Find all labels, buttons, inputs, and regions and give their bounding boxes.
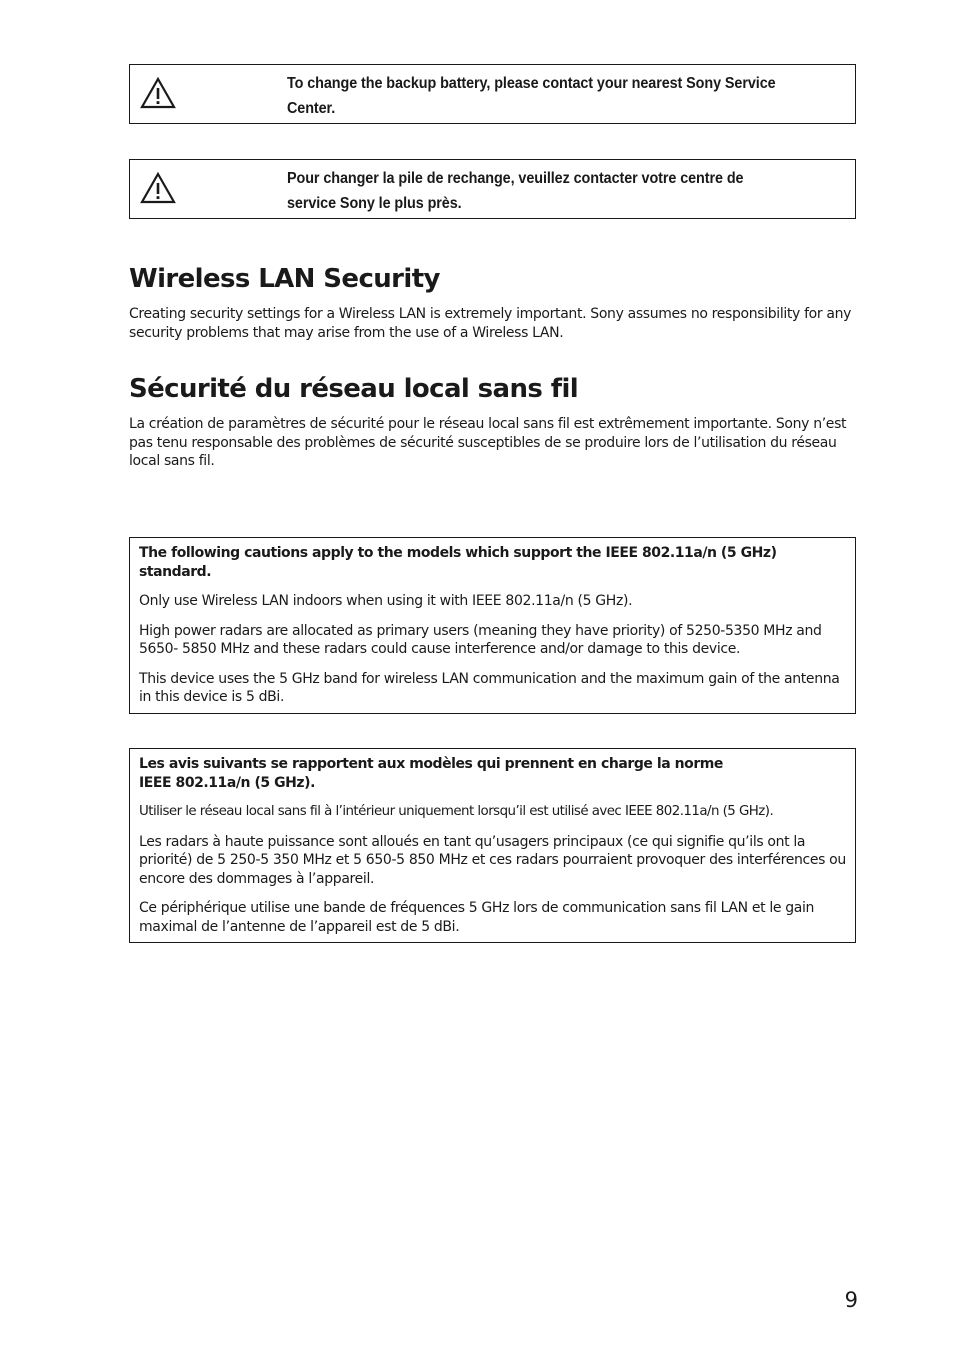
caution-line: This device uses the 5 GHz band for wireless LAN communication and the maximum gain of the antenna in this device is 5 dBi.	[139, 670, 840, 705]
warning-triangle-icon	[140, 77, 176, 109]
caution-title	[139, 755, 846, 792]
caution-title: The following cautions apply to the models which support the IEEE 802.11a/n (5 GHz) standard.	[139, 545, 777, 580]
section-heading-wireless-lan-security: Wireless LAN Security	[129, 264, 440, 294]
caution-line: Ce périphérique utilise une bande de fréquences 5 GHz lors de communication sans fil LAN et le gain maximal de l’antenne de l’appareil est de 5 dBi.	[139, 900, 815, 935]
caution-line: High power radars are allocated as primary users (meaning they have priority) of 5250-5350 MHz and 5650- 5850 MHz and these radars could cause interference and/or damage to this device.	[139, 622, 822, 657]
section-heading-securite-reseau: Sécurité du réseau local sans fil	[129, 374, 579, 404]
caution-box-5ghz-fr	[129, 748, 856, 943]
page-number: 9	[844, 1288, 858, 1312]
caution-line: Les radars à haute puissance sont alloués en tant qu’usagers principaux (ce qui signifie qu’ils ont la priorité) de 5 250-5 350 MHz et 5 650-5 850 MHz et ces radars pourraient provoquer des interférences ou encore des dommages à l’appareil.	[139, 833, 846, 887]
caution-line: Utiliser le réseau local sans fil à l’intérieur uniquement lorsqu’il est utilisé avec IEEE 802.11a/n (5 GHz).	[139, 804, 774, 819]
warning-text: To change the backup battery, please contact your nearest Sony Service Center.	[287, 75, 776, 117]
warning-box-backup-battery-fr	[129, 159, 856, 219]
section-body-wireless-lan-security: Creating security settings for a Wireless LAN is extremely important. Sony assumes no responsibility for any security problems that may arise from the use of a Wireless LAN.	[129, 306, 852, 341]
caution-box-5ghz-en	[129, 537, 856, 714]
warning-box-backup-battery-en	[129, 64, 856, 124]
section-body-securite-reseau: La création de paramètres de sécurité pour le réseau local sans fil est extrêmement importante. Sony n’est pas tenu responsable des problèmes de sécurité susceptibles de se produire lors de l’utilisation du réseau local sans fil.	[129, 416, 847, 469]
caution-line: Only use Wireless LAN indoors when using it with IEEE 802.11a/n (5 GHz).	[139, 593, 633, 609]
caution-title-line2: IEEE 802.11a/n (5 GHz).	[139, 774, 315, 791]
warning-text: Pour changer la pile de rechange, veuillez contacter votre centre de service Sony le plus près.	[287, 170, 744, 212]
caution-title-line1: Les avis suivants se rapportent aux modèles qui prennent en charge la norme	[139, 756, 723, 772]
warning-triangle-icon	[140, 172, 176, 204]
